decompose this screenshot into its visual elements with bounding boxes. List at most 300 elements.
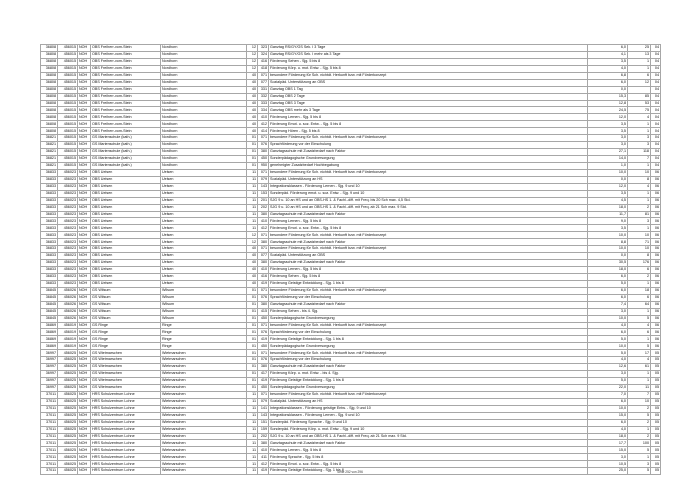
- cell-school-type: 01: [247, 350, 258, 357]
- cell-description: Förderung Emot. u. soz. Entw. - Sjg. 5 bis 8: [269, 461, 588, 468]
- cell-school-type: 11: [247, 468, 258, 475]
- cell-district-no: 456019: [58, 329, 78, 336]
- cell-location: Wietmarschen: [161, 371, 247, 378]
- table-row: [41, 461, 661, 468]
- cell-school-no: 36833: [41, 260, 58, 267]
- cell-district-code: NOH: [78, 412, 91, 419]
- cell-district-code: NOH: [78, 51, 91, 58]
- cell-region: 06: [651, 169, 661, 176]
- cell-region: 06: [651, 239, 661, 246]
- cell-district-no: 456026: [58, 315, 78, 322]
- cell-location: Uelsen: [161, 183, 247, 190]
- cell-region: 04: [651, 149, 661, 156]
- cell-location: Uelsen: [161, 197, 247, 204]
- cell-district-code: NOH: [78, 169, 91, 176]
- cell-school-type: 40: [247, 128, 258, 135]
- cell-region: 06: [651, 246, 661, 253]
- cell-district-no: 456023: [58, 176, 78, 183]
- cell-district-code: NOH: [78, 232, 91, 239]
- cell-school-no: 37011: [41, 468, 58, 475]
- table-row: [41, 45, 661, 52]
- cell-location: Nordhorn: [161, 86, 247, 93]
- table-row: [41, 364, 661, 371]
- cell-region: 06: [651, 211, 661, 218]
- cell-region: 06: [651, 225, 661, 232]
- cell-school-no: 36997: [41, 384, 58, 391]
- cell-hours: 8,8: [588, 239, 628, 246]
- cell-district-code: NOH: [78, 308, 91, 315]
- cell-region: 04: [651, 128, 661, 135]
- cell-school-type: 40: [247, 93, 258, 100]
- cell-district-code: NOH: [78, 72, 91, 79]
- table-row: [41, 267, 661, 274]
- cell-location: Nordhorn: [161, 149, 247, 156]
- cell-school-name: OBS Uelsen: [91, 239, 161, 246]
- cell-region: 06: [651, 336, 661, 343]
- data-table: [40, 44, 661, 475]
- cell-hours: 3,5: [588, 190, 628, 197]
- cell-code: 071: [258, 246, 269, 253]
- cell-description: Förderung Geistige Entwicklung - Sjg. 1 bis 8: [269, 468, 588, 475]
- cell-region: 06: [651, 204, 661, 211]
- cell-school-no: 36833: [41, 280, 58, 287]
- cell-school-type: 01: [247, 135, 258, 142]
- cell-district-code: NOH: [78, 287, 91, 294]
- cell-code: 450: [258, 315, 269, 322]
- table-row: [41, 204, 661, 211]
- page-footer: Seite 252 von 296: [337, 470, 363, 474]
- cell-description: Ganztagsschule mit Zusatzbedarf nach Faktor: [269, 211, 588, 218]
- cell-school-no: 36821: [41, 156, 58, 163]
- table-row: [41, 197, 661, 204]
- cell-count: 1: [628, 225, 651, 232]
- cell-district-code: NOH: [78, 65, 91, 72]
- table-row: [41, 398, 661, 405]
- cell-region: 06: [651, 280, 661, 287]
- cell-school-type: 01: [247, 315, 258, 322]
- cell-hours: 15,0: [588, 412, 628, 419]
- cell-district-code: NOH: [78, 58, 91, 65]
- cell-district-code: NOH: [78, 183, 91, 190]
- cell-location: Wietmarschen: [161, 426, 247, 433]
- cell-code: 411: [258, 454, 269, 461]
- cell-district-code: NOH: [78, 315, 91, 322]
- cell-count: 3: [628, 142, 651, 149]
- table-row: [41, 79, 661, 86]
- cell-hours: 6,8: [588, 72, 628, 79]
- cell-description: Ganztagsschule mit Zusatzbedarf nach Faktor: [269, 149, 588, 156]
- table-row: [41, 419, 661, 426]
- cell-description: Sprachförderung vor der Einschulung: [269, 142, 588, 149]
- cell-count: 61: [628, 364, 651, 371]
- cell-school-no: 36808: [41, 121, 58, 128]
- cell-count: [628, 86, 651, 93]
- table-row: [41, 86, 661, 93]
- cell-count: 53: [628, 100, 651, 107]
- cell-school-type: 40: [247, 79, 258, 86]
- cell-school-no: 37011: [41, 461, 58, 468]
- cell-school-name: HRS Schulzentrum Lohne: [91, 391, 161, 398]
- cell-district-no: 456015: [58, 121, 78, 128]
- table-row: [41, 239, 661, 246]
- cell-school-no: 36845: [41, 294, 58, 301]
- cell-district-code: NOH: [78, 239, 91, 246]
- cell-hours: 10,0: [588, 169, 628, 176]
- cell-school-type: 11: [247, 405, 258, 412]
- cell-location: Uelsen: [161, 246, 247, 253]
- cell-location: Nordhorn: [161, 65, 247, 72]
- cell-school-no: 36833: [41, 253, 58, 260]
- cell-description: Sonderpädagogische Grundversorgung: [269, 156, 588, 163]
- cell-district-code: NOH: [78, 273, 91, 280]
- cell-hours: 6,0: [588, 45, 628, 52]
- cell-district-code: NOH: [78, 86, 91, 93]
- cell-hours: 4,0: [588, 65, 628, 72]
- cell-district-code: NOH: [78, 384, 91, 391]
- cell-school-type: 12: [247, 65, 258, 72]
- cell-count: 18: [628, 287, 651, 294]
- cell-count: 25: [628, 45, 651, 52]
- cell-description: Ganztagsschule mit Zusatzbedarf nach Faktor: [269, 440, 588, 447]
- cell-description: Förderung Körp. u. mot. Entw. - bis 4. Sjg.: [269, 371, 588, 378]
- cell-location: Nordhorn: [161, 114, 247, 121]
- cell-school-no: 36833: [41, 183, 58, 190]
- cell-school-name: OBS Uelsen: [91, 273, 161, 280]
- cell-description: Ganztag RS/GY/GS Sek. I 3 Tage: [269, 45, 588, 52]
- table-row: [41, 343, 661, 350]
- cell-description: Förderung Sehen - Sjg. 5 bis 8: [269, 273, 588, 280]
- cell-code: 324: [258, 51, 269, 58]
- cell-code: 380: [258, 260, 269, 267]
- table-row: [41, 301, 661, 308]
- cell-district-no: 456025: [58, 412, 78, 419]
- cell-count: 1: [628, 197, 651, 204]
- cell-hours: 4,0: [588, 357, 628, 364]
- cell-location: Uelsen: [161, 190, 247, 197]
- cell-hours: 7,4: [588, 301, 628, 308]
- cell-hours: 0,0: [588, 253, 628, 260]
- table-row: [41, 426, 661, 433]
- cell-location: Uelsen: [161, 273, 247, 280]
- cell-school-name: OBS Freiherr-vom-Stein: [91, 65, 161, 72]
- cell-school-no: 36821: [41, 135, 58, 142]
- table-row: [41, 315, 661, 322]
- table-row: [41, 246, 661, 253]
- cell-count: 7: [628, 156, 651, 163]
- cell-hours: 6,0: [588, 79, 628, 86]
- cell-school-no: 37011: [41, 419, 58, 426]
- cell-description: Ganztagsschule mit Zusatzbedarf nach Faktor: [269, 364, 588, 371]
- table-row: [41, 412, 661, 419]
- cell-school-type: 40: [247, 100, 258, 107]
- cell-code: 380: [258, 301, 269, 308]
- cell-region: 05: [651, 440, 661, 447]
- cell-school-type: 01: [247, 357, 258, 364]
- cell-school-name: OBS Freiherr-vom-Stein: [91, 100, 161, 107]
- cell-hours: 4,0: [588, 426, 628, 433]
- cell-hours: 5,0: [588, 350, 628, 357]
- cell-school-type: 01: [247, 336, 258, 343]
- cell-count: 1: [628, 378, 651, 385]
- cell-location: Wilsum: [161, 294, 247, 301]
- cell-location: Wietmarschen: [161, 378, 247, 385]
- cell-count: 12: [628, 79, 651, 86]
- cell-school-type: 11: [247, 169, 258, 176]
- cell-school-name: OBS Uelsen: [91, 169, 161, 176]
- cell-count: 81: [628, 211, 651, 218]
- cell-location: Wietmarschen: [161, 350, 247, 357]
- cell-code: 159: [258, 426, 269, 433]
- cell-school-name: GS Wilsum: [91, 287, 161, 294]
- cell-school-type: 01: [247, 384, 258, 391]
- cell-hours: 3,0: [588, 454, 628, 461]
- cell-hours: 18,0: [588, 204, 628, 211]
- cell-school-type: 40: [247, 114, 258, 121]
- cell-region: 06: [651, 253, 661, 260]
- table-row: [41, 176, 661, 183]
- cell-location: Wilsum: [161, 301, 247, 308]
- cell-count: 75: [628, 107, 651, 114]
- cell-district-no: 456025: [58, 405, 78, 412]
- cell-code: 415: [258, 308, 269, 315]
- cell-description: Förderung Lernen - Sjg. 5 bis 8: [269, 114, 588, 121]
- cell-count: 1: [628, 308, 651, 315]
- table-row: [41, 65, 661, 72]
- cell-hours: 25,0: [588, 468, 628, 475]
- cell-count: 4: [628, 322, 651, 329]
- cell-count: 176: [628, 260, 651, 267]
- cell-district-no: 456025: [58, 357, 78, 364]
- cell-code: 414: [258, 128, 269, 135]
- cell-code: 071: [258, 350, 269, 357]
- cell-count: 5: [628, 343, 651, 350]
- cell-school-no: 36808: [41, 51, 58, 58]
- cell-school-name: HRS Schulzentrum Lohne: [91, 398, 161, 405]
- cell-code: 201: [258, 197, 269, 204]
- cell-school-name: OBS Uelsen: [91, 197, 161, 204]
- cell-code: 416: [258, 273, 269, 280]
- cell-district-no: 456025: [58, 378, 78, 385]
- cell-location: Ringe: [161, 336, 247, 343]
- cell-district-code: NOH: [78, 447, 91, 454]
- cell-region: 04: [651, 121, 661, 128]
- cell-district-code: NOH: [78, 197, 91, 204]
- cell-location: Uelsen: [161, 169, 247, 176]
- cell-school-no: 36808: [41, 58, 58, 65]
- cell-code: 412: [258, 461, 269, 468]
- cell-code: 419: [258, 378, 269, 385]
- cell-district-code: NOH: [78, 294, 91, 301]
- cell-region: 04: [651, 142, 661, 149]
- cell-region: 05: [651, 433, 661, 440]
- cell-code: 076: [258, 142, 269, 149]
- cell-description: besondere Förderung für Sch. nichtdt. Herkunft bzw. mit Förderkonzept: [269, 391, 588, 398]
- cell-district-no: 456025: [58, 391, 78, 398]
- cell-district-no: 456025: [58, 371, 78, 378]
- table-row: [41, 260, 661, 267]
- cell-school-name: OBS Uelsen: [91, 246, 161, 253]
- cell-count: 10: [628, 232, 651, 239]
- cell-region: 04: [651, 107, 661, 114]
- cell-school-no: 36833: [41, 190, 58, 197]
- cell-district-code: NOH: [78, 246, 91, 253]
- cell-district-code: NOH: [78, 267, 91, 274]
- cell-hours: 17,7: [588, 440, 628, 447]
- cell-location: Wietmarschen: [161, 364, 247, 371]
- cell-location: Uelsen: [161, 253, 247, 260]
- cell-school-no: 36833: [41, 267, 58, 274]
- cell-region: 04: [651, 135, 661, 142]
- cell-district-code: NOH: [78, 343, 91, 350]
- cell-location: Uelsen: [161, 225, 247, 232]
- cell-hours: 18,0: [588, 267, 628, 274]
- cell-district-no: 456023: [58, 211, 78, 218]
- cell-code: 333: [258, 100, 269, 107]
- cell-district-no: 456019: [58, 336, 78, 343]
- cell-school-type: 01: [247, 378, 258, 385]
- cell-district-no: 456015: [58, 72, 78, 79]
- cell-district-code: NOH: [78, 426, 91, 433]
- cell-hours: 9,0: [588, 218, 628, 225]
- cell-district-code: NOH: [78, 253, 91, 260]
- cell-description: Ganztag OBS 1 Tag: [269, 86, 588, 93]
- cell-description: SJG 9 u. 10 an HS und an OBS-HS 1. & Fachl.-diff. mit Freq. bis 20 Sch max. 4,5 Std.: [269, 197, 588, 204]
- cell-count: 5: [628, 315, 651, 322]
- cell-school-name: HRS Schulzentrum Lohne: [91, 412, 161, 419]
- cell-region: 06: [651, 218, 661, 225]
- cell-description: Förderung Sehen - Sjg. 5 bis 8: [269, 58, 588, 65]
- cell-region: 06: [651, 294, 661, 301]
- table-row: [41, 440, 661, 447]
- cell-school-no: 36833: [41, 211, 58, 218]
- cell-count: 2: [628, 273, 651, 280]
- cell-school-no: 36869: [41, 343, 58, 350]
- cell-count: 1: [628, 454, 651, 461]
- cell-district-no: 456023: [58, 280, 78, 287]
- cell-region: 04: [651, 156, 661, 163]
- cell-school-no: 36833: [41, 225, 58, 232]
- cell-school-type: 11: [247, 204, 258, 211]
- table-row: [41, 322, 661, 329]
- cell-school-name: GS Marienschule (kath.): [91, 162, 161, 169]
- table-row: [41, 93, 661, 100]
- cell-school-type: 12: [247, 58, 258, 65]
- table-row: [41, 447, 661, 454]
- cell-school-name: HRS Schulzentrum Lohne: [91, 433, 161, 440]
- cell-location: Wietmarschen: [161, 419, 247, 426]
- cell-district-code: NOH: [78, 350, 91, 357]
- cell-school-name: OBS Uelsen: [91, 190, 161, 197]
- cell-description: genehmigter Zusatzbedarf Hochbegabung: [269, 162, 588, 169]
- cell-school-type: 40: [247, 267, 258, 274]
- cell-location: Wietmarschen: [161, 357, 247, 364]
- cell-district-code: NOH: [78, 128, 91, 135]
- cell-hours: 12,6: [588, 364, 628, 371]
- cell-region: 05: [651, 384, 661, 391]
- cell-district-code: NOH: [78, 176, 91, 183]
- cell-region: 05: [651, 364, 661, 371]
- cell-code: 417: [258, 371, 269, 378]
- cell-district-code: NOH: [78, 405, 91, 412]
- cell-school-name: OBS Freiherr-vom-Stein: [91, 107, 161, 114]
- cell-code: 410: [258, 114, 269, 121]
- cell-description: Sonderpädagogische Grundversorgung: [269, 384, 588, 391]
- table-row: [41, 162, 661, 169]
- cell-school-type: 11: [247, 398, 258, 405]
- cell-code: 141: [258, 405, 269, 412]
- cell-district-code: NOH: [78, 280, 91, 287]
- cell-location: Nordhorn: [161, 72, 247, 79]
- cell-count: 2: [628, 405, 651, 412]
- cell-location: Nordhorn: [161, 100, 247, 107]
- cell-hours: 0,0: [588, 176, 628, 183]
- cell-school-no: 36997: [41, 371, 58, 378]
- cell-school-name: GS Marienschule (kath.): [91, 156, 161, 163]
- cell-code: 450: [258, 343, 269, 350]
- cell-district-no: 456025: [58, 419, 78, 426]
- cell-hours: 10,0: [588, 405, 628, 412]
- cell-school-name: HRS Schulzentrum Lohne: [91, 468, 161, 475]
- cell-school-name: GS Ringe: [91, 336, 161, 343]
- cell-school-no: 36845: [41, 287, 58, 294]
- cell-region: 04: [651, 86, 661, 93]
- cell-count: 3: [628, 218, 651, 225]
- cell-district-code: NOH: [78, 461, 91, 468]
- cell-code: 419: [258, 336, 269, 343]
- cell-school-name: HRS Schulzentrum Lohne: [91, 454, 161, 461]
- cell-code: 419: [258, 468, 269, 475]
- table-row: [41, 100, 661, 107]
- cell-region: 06: [651, 301, 661, 308]
- cell-school-no: 37011: [41, 398, 58, 405]
- cell-description: Förderung Geistige Entwicklung - Sjg. 1 bis 8: [269, 378, 588, 385]
- cell-region: 05: [651, 357, 661, 364]
- cell-district-no: 456023: [58, 253, 78, 260]
- table-row: [41, 371, 661, 378]
- cell-description: besondere Förderung für Sch. nichtdt. Herkunft bzw. mit Förderkonzept: [269, 350, 588, 357]
- cell-school-name: OBS Freiherr-vom-Stein: [91, 51, 161, 58]
- cell-district-no: 456023: [58, 169, 78, 176]
- cell-location: Wilsum: [161, 315, 247, 322]
- cell-school-no: 36845: [41, 308, 58, 315]
- cell-district-code: NOH: [78, 218, 91, 225]
- cell-count: 2: [628, 204, 651, 211]
- cell-code: 332: [258, 93, 269, 100]
- cell-school-type: 01: [247, 162, 258, 169]
- cell-location: Uelsen: [161, 260, 247, 267]
- cell-description: Förderung Emot. u. soz. Entw. - Sjg. 5 bis 8: [269, 121, 588, 128]
- cell-district-code: NOH: [78, 329, 91, 336]
- cell-description: Ganztag OBS 2 Tage: [269, 93, 588, 100]
- table-row: [41, 135, 661, 142]
- cell-location: Uelsen: [161, 280, 247, 287]
- cell-description: Ganztag OBS mehr als 3 Tage: [269, 107, 588, 114]
- cell-code: 071: [258, 391, 269, 398]
- cell-description: Förderung Sehen - bis 4. Sjg.: [269, 308, 588, 315]
- cell-hours: 5,0: [588, 280, 628, 287]
- cell-count: 2: [628, 433, 651, 440]
- cell-district-code: NOH: [78, 364, 91, 371]
- table-row: [41, 391, 661, 398]
- cell-location: Uelsen: [161, 267, 247, 274]
- cell-description: Sprachförderung vor der Einschulung: [269, 294, 588, 301]
- cell-district-no: 456023: [58, 190, 78, 197]
- cell-school-no: 36821: [41, 149, 58, 156]
- cell-location: Wietmarschen: [161, 405, 247, 412]
- cell-district-code: NOH: [78, 336, 91, 343]
- cell-location: Nordhorn: [161, 142, 247, 149]
- cell-district-no: 456025: [58, 426, 78, 433]
